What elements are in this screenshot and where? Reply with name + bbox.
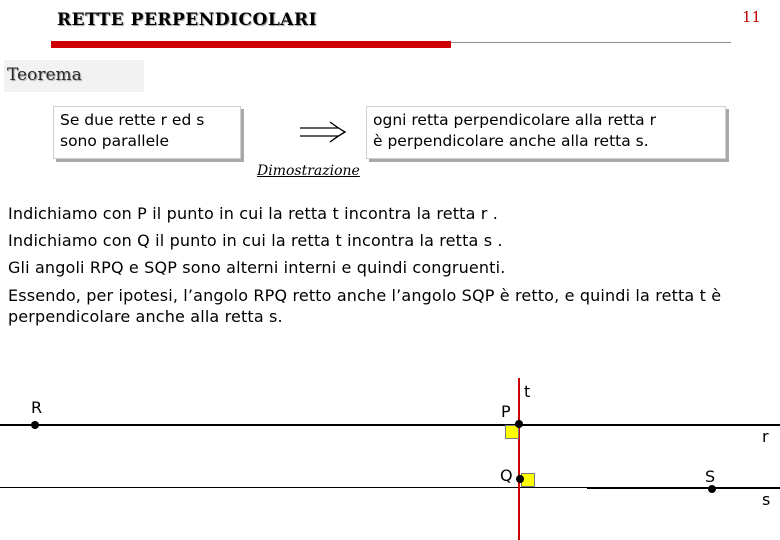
label-line-t: t bbox=[524, 382, 531, 401]
implies-arrow-icon bbox=[298, 118, 348, 146]
point-s bbox=[708, 485, 716, 493]
label-point-r: R bbox=[31, 398, 43, 417]
title-underline-rule bbox=[451, 42, 731, 43]
proof-line: Indichiamo con Q il punto in cui la retta t incontra la retta s . bbox=[8, 231, 503, 250]
line-s-segment bbox=[587, 487, 780, 489]
hypothesis-box: Se due rette r ed s sono parallele bbox=[53, 106, 241, 159]
label-point-s: S bbox=[705, 467, 716, 486]
page-number: 11 bbox=[742, 8, 762, 26]
page-title: RETTE PERPENDICOLARI bbox=[57, 10, 318, 30]
proof-line: Essendo, per ipotesi, l’angolo RPQ retto anche l’angolo SQP è retto, e quindi la retta t è perpendicolare anche alla retta s. bbox=[8, 286, 722, 326]
transversal-line-t bbox=[518, 378, 520, 540]
thesis-box: ogni retta perpendicolare alla retta r è perpendicolare anche alla retta s. bbox=[366, 106, 726, 159]
proof-heading: Dimostrazione bbox=[257, 163, 360, 179]
label-line-r: r bbox=[762, 427, 769, 446]
proof-line: Gli angoli RPQ e SQP sono alterni interni e quindi congruenti. bbox=[8, 258, 506, 277]
title-underline-accent bbox=[51, 41, 451, 48]
proof-line: Indichiamo con P il punto in cui la retta t incontra la retta r . bbox=[8, 204, 498, 223]
label-point-p: P bbox=[501, 402, 511, 421]
section-label: Teorema bbox=[7, 65, 82, 85]
label-point-q: Q bbox=[500, 466, 513, 485]
line-r bbox=[0, 424, 780, 426]
point-p bbox=[515, 420, 523, 428]
point-q bbox=[516, 475, 524, 483]
label-line-s: s bbox=[762, 490, 771, 509]
point-r bbox=[31, 421, 39, 429]
